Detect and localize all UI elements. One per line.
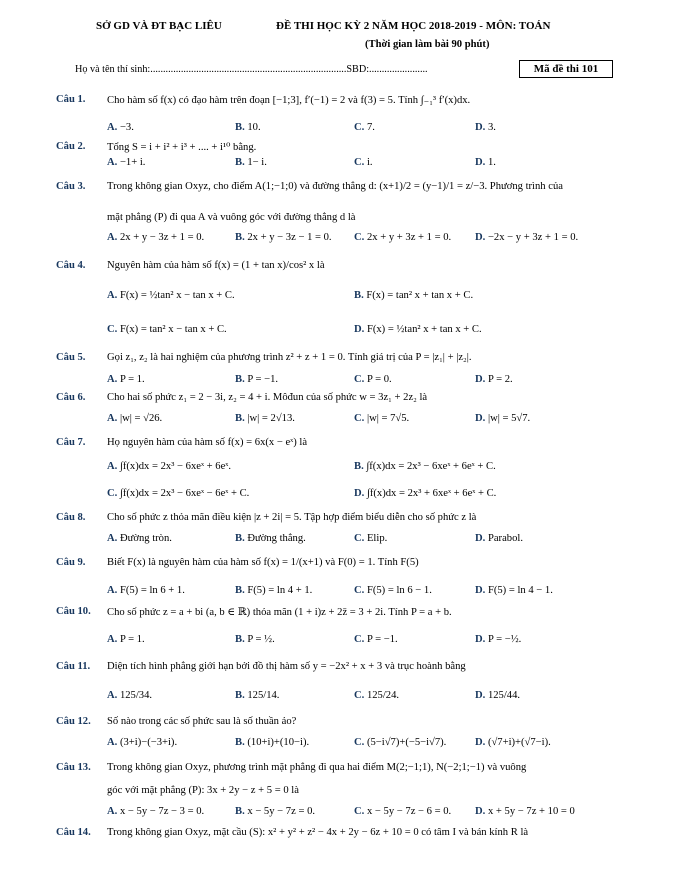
exam-code-box: Mã đề thi 101 (519, 60, 613, 78)
question-text: Gọi z₁, z₂ là hai nghiệm của phương trình z² + z + 1 = 0. Tính giá trị của P = |z₁| + |z₂|. (107, 352, 472, 363)
answer-option-a: A. 125/34. (107, 690, 153, 701)
answer-option-c: C. |w| = 7√5. (354, 413, 410, 424)
answer-option-c: C. F(x) = tan² x − tan x + C. (107, 324, 227, 335)
department-name: SỞ GD VÀ ĐT BẠC LIÊU (96, 20, 222, 32)
answer-option-b: B. F(x) = tan² x + tan x + C. (354, 290, 474, 301)
answer-option-c: C. 125/24. (354, 690, 400, 701)
answer-option-b: B. P = −1. (235, 374, 279, 385)
question-text: Biết F(x) là nguyên hàm của hàm số f(x) = 1/(x+1) và F(0) = 1. Tính F(5) (107, 557, 419, 568)
answer-option-a: A. x − 5y − 7z − 3 = 0. (107, 806, 205, 817)
question-number: Câu 11. (56, 661, 91, 672)
answer-option-d: D. Parabol. (475, 533, 523, 544)
answer-option-a: A. P = 1. (107, 634, 145, 645)
question-text: Trong không gian Oxyz, phương trình mặt phẳng đi qua hai điểm M(2;−1;1), N(−2;1;−1) và vuông (107, 762, 527, 773)
question-text: Diện tích hình phẳng giới hạn bởi đồ thị hàm số y = −2x² + x + 3 và trục hoành bằng (107, 661, 466, 672)
question-number: Câu 6. (56, 392, 86, 403)
answer-option-d: D. 1. (475, 157, 496, 168)
answer-option-b: B. 125/14. (235, 690, 280, 701)
answer-option-d: D. 3. (475, 122, 496, 133)
answer-option-a: A. (3+i)−(−3+i). (107, 737, 178, 748)
question-number: Câu 9. (56, 557, 86, 568)
answer-option-b: B. P = ½. (235, 634, 275, 645)
answer-option-d: D. P = 2. (475, 374, 513, 385)
answer-option-c: C. x − 5y − 7z − 6 = 0. (354, 806, 452, 817)
student-info-line: Họ và tên thí sinh:.............................................................................SBD:....................... (75, 64, 428, 75)
question-number: Câu 7. (56, 437, 86, 448)
answer-option-c: C. F(5) = ln 6 − 1. (354, 585, 432, 596)
question-text: Cho hàm số f(x) có đạo hàm trên đoạn [−1;3], f′(−1) = 2 và f(3) = 5. Tính ∫₋₁³ f′(x)dx. (107, 95, 471, 106)
answer-option-b: B. 10. (235, 122, 261, 133)
question-text: Cho hai số phức z₁ = 2 − 3i, z₂ = 4 + i. Môđun của số phức w = 3z₁ + 2z₂ là (107, 392, 428, 403)
question-number: Câu 12. (56, 716, 91, 727)
question-text-continued: góc với mặt phẳng (P): 3x + 2y − z + 5 = 0 là (107, 785, 299, 796)
answer-option-b: B. (10+i)+(10−i). (235, 737, 310, 748)
question-text: Nguyên hàm của hàm số f(x) = (1 + tan x)/cos² x là (107, 260, 325, 271)
answer-option-a: A. Đường tròn. (107, 533, 172, 544)
question-number: Câu 10. (56, 606, 91, 617)
answer-option-d: D. ∫f(x)dx = 2x³ + 6xeˣ + 6eˣ + C. (354, 488, 497, 499)
answer-option-d: D. P = −½. (475, 634, 522, 645)
answer-option-c: C. 7. (354, 122, 375, 133)
answer-option-d: D. 125/44. (475, 690, 521, 701)
answer-option-a: A. −1+ i. (107, 157, 146, 168)
answer-option-a: A. |w| = √26. (107, 413, 163, 424)
answer-option-d: D. F(x) = ½tan² x + tan x + C. (354, 324, 482, 335)
question-number: Câu 14. (56, 827, 91, 838)
answer-option-d: D. (√7+i)+(√7−i). (475, 737, 551, 748)
answer-option-b: B. F(5) = ln 4 + 1. (235, 585, 313, 596)
exam-title: ĐỀ THI HỌC KỲ 2 NĂM HỌC 2018-2019 - MÔN: TOÁN (276, 20, 551, 32)
answer-option-d: D. −2x − y + 3z + 1 = 0. (475, 232, 579, 243)
answer-option-c: C. Elip. (354, 533, 388, 544)
answer-option-c: C. 2x + y + 3z + 1 = 0. (354, 232, 452, 243)
answer-option-d: D. F(5) = ln 4 − 1. (475, 585, 553, 596)
question-number: Câu 3. (56, 181, 86, 192)
answer-option-c: C. P = −1. (354, 634, 398, 645)
answer-option-a: A. F(x) = ½tan² x − tan x + C. (107, 290, 235, 301)
question-text: Tổng S = i + i² + i³ + .... + i¹⁰ bằng. (107, 142, 257, 153)
question-number: Câu 1. (56, 94, 86, 105)
answer-option-a: A. F(5) = ln 6 + 1. (107, 585, 185, 596)
question-text: Trong không gian Oxyz, mặt cầu (S): x² + y² + z² − 4x + 2y − 6z + 10 = 0 có tâm I và bán kính R là (107, 827, 529, 838)
question-number: Câu 4. (56, 260, 86, 271)
answer-option-c: C. i. (354, 157, 373, 168)
answer-option-b: B. Đường thẳng. (235, 533, 306, 544)
answer-option-d: D. x + 5y − 7z + 10 = 0 (475, 806, 575, 817)
question-text: Cho số phức z = a + bi (a, b ∈ ℝ) thỏa mãn (1 + i)z + 2z̄ = 3 + 2i. Tính P = a + b. (107, 607, 452, 618)
answer-option-b: B. |w| = 2√13. (235, 413, 295, 424)
question-text: Số nào trong các số phức sau là số thuần ảo? (107, 716, 297, 727)
answer-option-c: C. (5−i√7)+(−5−i√7). (354, 737, 447, 748)
question-text: Cho số phức z thỏa mãn điều kiện |z + 2i| = 5. Tập hợp điểm biểu diễn cho số phức z là (107, 512, 477, 523)
answer-option-c: C. ∫f(x)dx = 2x³ − 6xeˣ − 6eˣ + C. (107, 488, 250, 499)
answer-option-b: B. 2x + y − 3z − 1 = 0. (235, 232, 332, 243)
answer-option-a: A. −3. (107, 122, 134, 133)
question-text: Họ nguyên hàm của hàm số f(x) = 6x(x − eˣ) là (107, 437, 308, 448)
answer-option-a: A. P = 1. (107, 374, 145, 385)
exam-duration: (Thời gian làm bài 90 phút) (365, 39, 490, 50)
answer-option-c: C. P = 0. (354, 374, 392, 385)
answer-option-b: B. 1− i. (235, 157, 267, 168)
question-number: Câu 2. (56, 141, 86, 152)
answer-option-a: A. 2x + y − 3z + 1 = 0. (107, 232, 205, 243)
question-number: Câu 13. (56, 762, 91, 773)
question-text: Trong không gian Oxyz, cho điểm A(1;−1;0) và đường thẳng d: (x+1)/2 = (y−1)/1 = z/−3. Phương trình của (107, 181, 563, 192)
answer-option-a: A. ∫f(x)dx = 2x³ − 6xeˣ + 6eˣ. (107, 461, 231, 472)
answer-option-b: B. x − 5y − 7z = 0. (235, 806, 316, 817)
question-text-continued: mặt phẳng (P) đi qua A và vuông góc với đường thẳng d là (107, 212, 356, 223)
question-number: Câu 5. (56, 352, 86, 363)
answer-option-d: D. |w| = 5√7. (475, 413, 531, 424)
answer-option-b: B. ∫f(x)dx = 2x³ − 6xeˣ + 6eˣ + C. (354, 461, 496, 472)
question-number: Câu 8. (56, 512, 86, 523)
